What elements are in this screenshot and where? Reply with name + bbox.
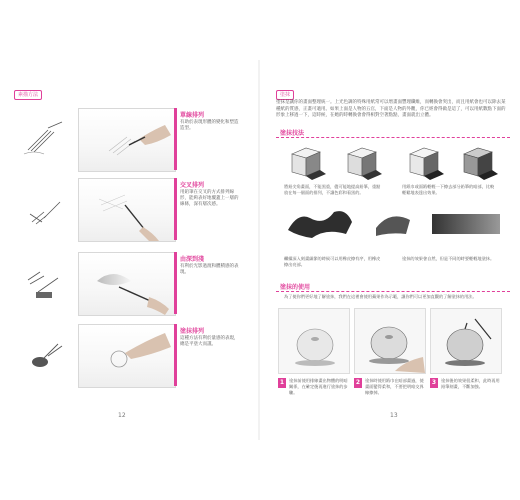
- section-divider: [276, 137, 510, 138]
- cube-step-1-icon: [286, 142, 326, 180]
- swatch-note-right: 塗抹的效果會自然，但是不同的時要輕輕地塗抹。: [402, 256, 495, 261]
- technique-description: 這種方法有利於量感的表現，總是平塗大而謹。: [180, 336, 239, 347]
- technique-title: 塗抹排列: [180, 328, 205, 335]
- page-number-left: 12: [118, 412, 126, 419]
- technique-description: 用鉛筆在交叉的方式排列線形，能夠表好地覆蓋上一層的線條，深有層次感。: [180, 190, 239, 207]
- left-section-tag: 素描方法: [14, 90, 42, 100]
- crosshatch-photo: [78, 178, 176, 242]
- section-title-technique: 塗抹技法: [280, 130, 305, 137]
- technique-title: 由深到淺: [180, 256, 205, 263]
- step-description-2: 塗抹時使用紙巾在暗部畫過，使畫面變得柔和，不要把明暗交界線擦掉。: [365, 378, 424, 395]
- intro-paragraph: 塗抹是讓你的畫面整理統一。上光色調的特殊用紙常可以增畫面豐理纖維，而轉換會突出，而且用紙會也可以除去某種紙的質感，正畫可適用。如果上面是人物的五官，下面是人物的外觀，你已經會得做是這了，可以用紙數點下面的形象上移過一下，這時候，在她的時轉換會會得相對空著點點，畫面就出立體。: [276, 100, 506, 118]
- step-number-1: 1: [279, 379, 285, 386]
- caption-accent-bar: [174, 108, 177, 170]
- hatching-photo: [78, 108, 176, 172]
- caption-accent-bar: [174, 252, 177, 314]
- gradient-photo: [78, 252, 176, 316]
- page-number-right: 13: [390, 412, 398, 419]
- swatch-note-left: 繼續深入刻畫細節的時候可以用橡皮擦有序，用橡皮擦出亮部。: [284, 256, 381, 267]
- right-page: [262, 0, 520, 500]
- blending-demo-icon: [18, 334, 70, 374]
- technique-description: 有助於表現形體的變化和塑造造型。: [180, 120, 239, 131]
- caption-accent-bar: [174, 324, 177, 386]
- left-page: [0, 0, 258, 500]
- book-gutter: [258, 60, 260, 440]
- apple-stage-3-image: [430, 308, 502, 374]
- right-section-tag: 塗抹: [276, 90, 294, 100]
- usage-intro: 為了使你們更好地了解塗抹，我們在這裡會使用蘋果作為示範，讓你們可以更加直觀的了解塗抹的用法。: [284, 294, 477, 299]
- step-description-3: 塗抹後的效果很柔和，此時再用鉛筆刻畫，不斷加強。: [441, 378, 500, 389]
- swatch-gradient-strip: [430, 210, 504, 238]
- apple-stage-2-image: [354, 308, 426, 374]
- technique-title: 單線排列: [180, 112, 205, 119]
- blending-photo: [78, 324, 176, 388]
- section-title-usage: 塗抹的使用: [280, 284, 311, 291]
- technique-description: 有利於光影過渡和體積感的表現。: [180, 264, 239, 275]
- swatch-smudge: [374, 210, 414, 238]
- cube-step-2-icon: [342, 142, 382, 180]
- cube-step-3-icon: [404, 142, 444, 180]
- gradient-demo-icon: [18, 262, 70, 302]
- swatch-dark-scribble: [284, 210, 364, 238]
- step-description-1: 塗抹前使用排線畫出物體的明暗關係，在確定後再進行塗抹的步驟。: [289, 378, 348, 395]
- step-number-2: 2: [355, 379, 361, 386]
- cube-step-4-icon: [458, 142, 498, 180]
- caption-accent-bar: [174, 178, 177, 240]
- cube-note-right: 用紙巾或面紙輕輕一下擦去部分鉛筆的暗部，比較輕鬆地表達出效果。: [402, 184, 495, 195]
- cube-note-left: 將鉛尖角畫面，不能黑重，儘可能地提高鉛筆，重點放在每一個面的排列，不讓色彩和看黑的。: [284, 184, 381, 195]
- technique-title: 交叉排列: [180, 182, 205, 189]
- hatching-demo-icon: [18, 120, 70, 160]
- crosshatch-demo-icon: [18, 192, 70, 232]
- step-number-3: 3: [431, 379, 437, 386]
- section-divider: [276, 291, 510, 292]
- apple-stage-1-image: [278, 308, 350, 374]
